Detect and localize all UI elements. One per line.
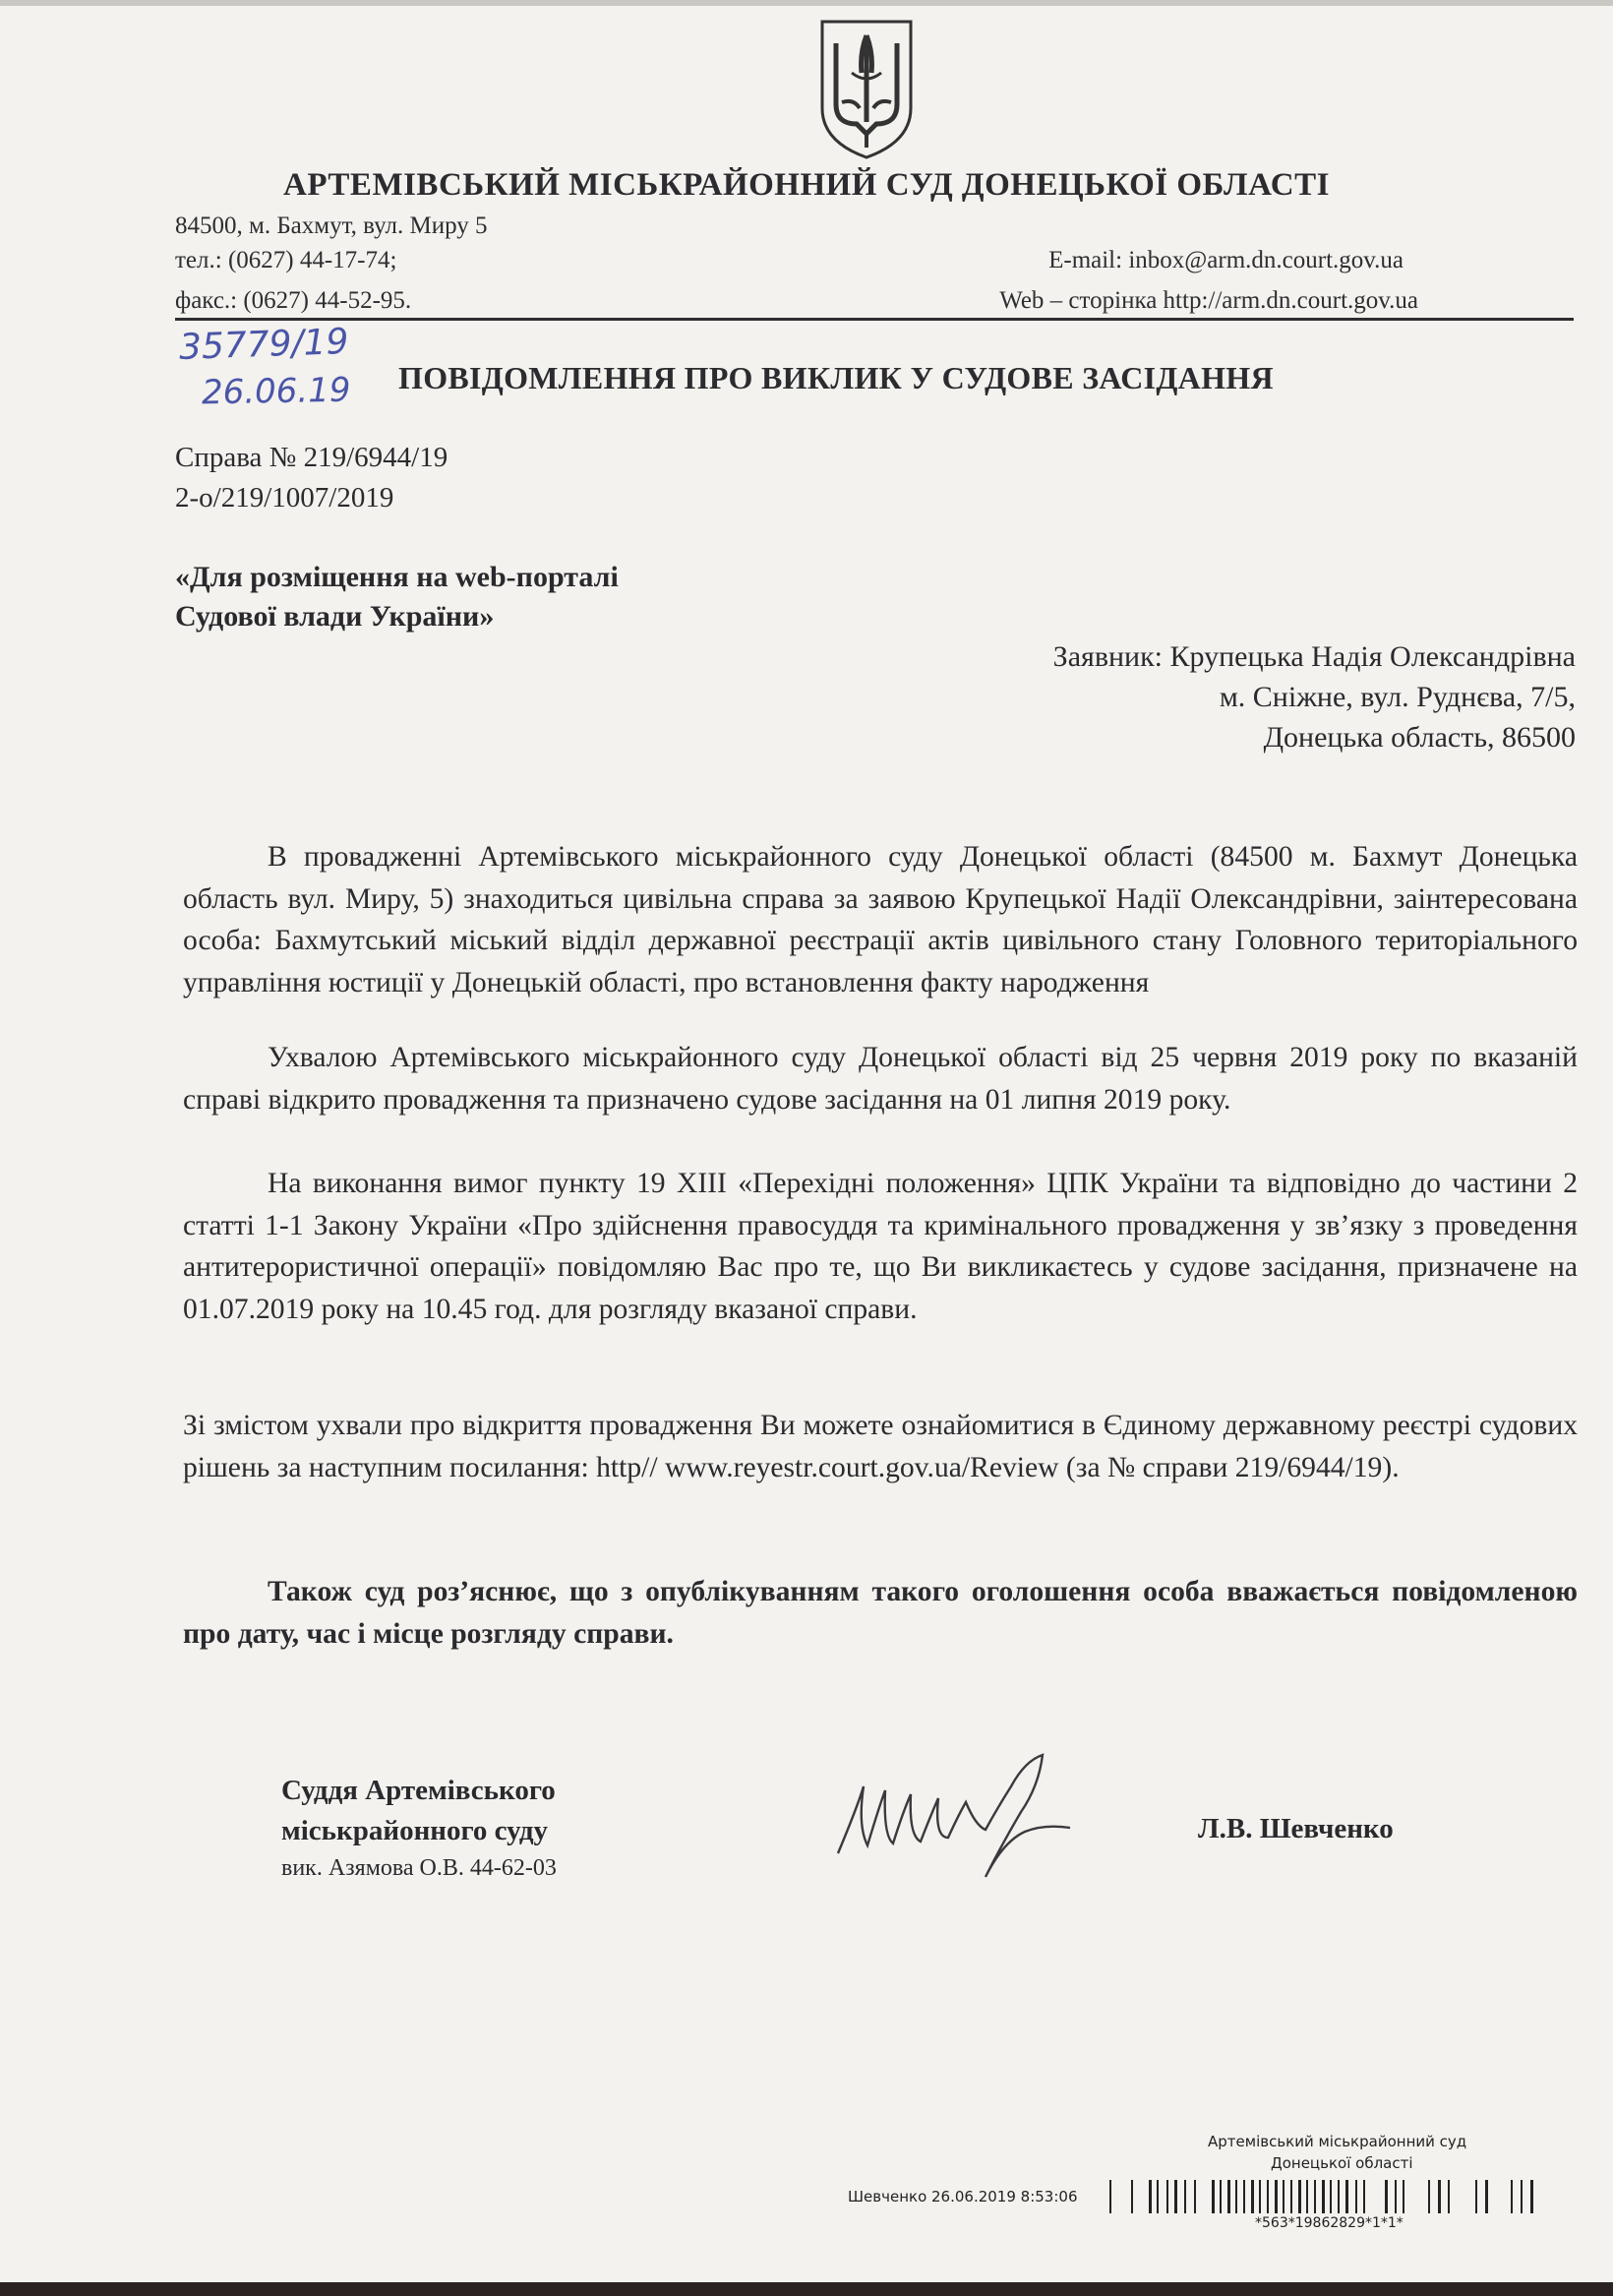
stamp-barcode-text: *563*19862829*1*1* xyxy=(1255,2215,1404,2231)
stamp-court-line2: Донецької області xyxy=(1271,2154,1413,2172)
court-fax: факс.: (0627) 44-52-95. xyxy=(175,287,412,314)
case-number: Справа № 219/6944/19 xyxy=(175,442,448,473)
stamp-court-line1: Артемівський міськрайонний суд xyxy=(1208,2133,1467,2150)
body-paragraph-registry-link: Зі змістом ухвали про відкриття провадження Ви можете ознайомитися в Єдиному державному реєстрі судових рішень за наступним посилання: http// www.reyestr.court.gov.ua/Review (за № справи 219/6944/19). xyxy=(183,1410,1578,1483)
portal-note-line2: Судової влади України» xyxy=(175,600,495,633)
header-divider xyxy=(175,318,1574,321)
court-email: E-mail: inbox@arm.dn.court.gov.ua xyxy=(1048,247,1404,273)
handwritten-registration-date: 26.06.19 xyxy=(201,370,351,413)
notice-title: ПОВІДОМЛЕННЯ ПРО ВИКЛИК У СУДОВЕ ЗАСІДАННЯ xyxy=(398,360,1274,395)
body-paragraph-summons: На виконання вимог пункту 19 XIII «Перехідні положення» ЦПК України та відповідно до частини 2 статті 1-1 Закону України «Про здійснення правосуддя та кримінального провадження у зв’язку з проведення антитерористичної операції» повідомляю Вас про те, що Ви викликаєтесь у судове засідання, призначене на 01.07.2019 року на 10.45 год. для розгляду вказаної справи. xyxy=(183,1168,1578,1325)
portal-note-line1: «Для розміщення на web-порталі xyxy=(175,561,619,593)
proceeding-number: 2-о/219/1007/2019 xyxy=(175,482,394,514)
handwritten-signature xyxy=(828,1747,1086,1895)
judge-title-line2: міськрайонного суду xyxy=(281,1815,549,1846)
executor-info: вик. Азямова О.В. 44-62-03 xyxy=(281,1855,557,1881)
applicant-street: м. Сніжне, вул. Руднєва, 7/5, xyxy=(1219,681,1576,713)
body-paragraph-ruling: Ухвалою Артемівського міськрайонного суду Донецької області від 25 червня 2019 року по вказаній справі відкрито провадження та призначено судове засідання на 01 липня 2019 року. xyxy=(183,1042,1578,1116)
barcode-icon xyxy=(1109,2180,1582,2213)
scan-top-edge xyxy=(0,0,1613,6)
handwritten-registration-number: 35779/19 xyxy=(178,322,350,368)
body-paragraph-proceeding: В провадженні Артемівського міськрайонного суду Донецької області (84500 м. Бахмут Донецька область вул. Миру, 5) знаходиться цивільна справа за заявою Крупецької Надії Олександрівни, заінтересована особа: Бахмутський міський відділ державної реєстрації актів цивільного стану Головного територіального управління юстиції у Донецькій області, про встановлення факту народження xyxy=(183,841,1578,998)
judge-name: Л.В. Шевченко xyxy=(1198,1813,1394,1844)
scan-bottom-edge xyxy=(0,2282,1613,2296)
court-phone: тел.: (0627) 44-17-74; xyxy=(175,247,397,273)
coat-of-arms-icon xyxy=(812,14,921,163)
judge-title-line1: Суддя Артемівського xyxy=(281,1775,556,1806)
body-paragraph-clarification: Також суд роз’яснює, що з опублікуванням такого оголошення особа вважається повідомленою про дату, час і місце розгляду справи. xyxy=(183,1576,1578,1650)
stamp-signed-by: Шевченко 26.06.2019 8:53:06 xyxy=(848,2188,1078,2205)
applicant-name: Заявник: Крупецька Надія Олександрівна xyxy=(1052,640,1576,673)
court-name-heading: АРТЕМІВСЬКИЙ МІСЬКРАЙОННИЙ СУД ДОНЕЦЬКОЇ ОБЛАСТІ xyxy=(283,167,1330,203)
court-address: 84500, м. Бахмут, вул. Миру 5 xyxy=(175,212,488,239)
applicant-region: Донецька область, 86500 xyxy=(1263,721,1576,754)
court-website: Web – сторінка http://arm.dn.court.gov.ua xyxy=(999,287,1418,314)
